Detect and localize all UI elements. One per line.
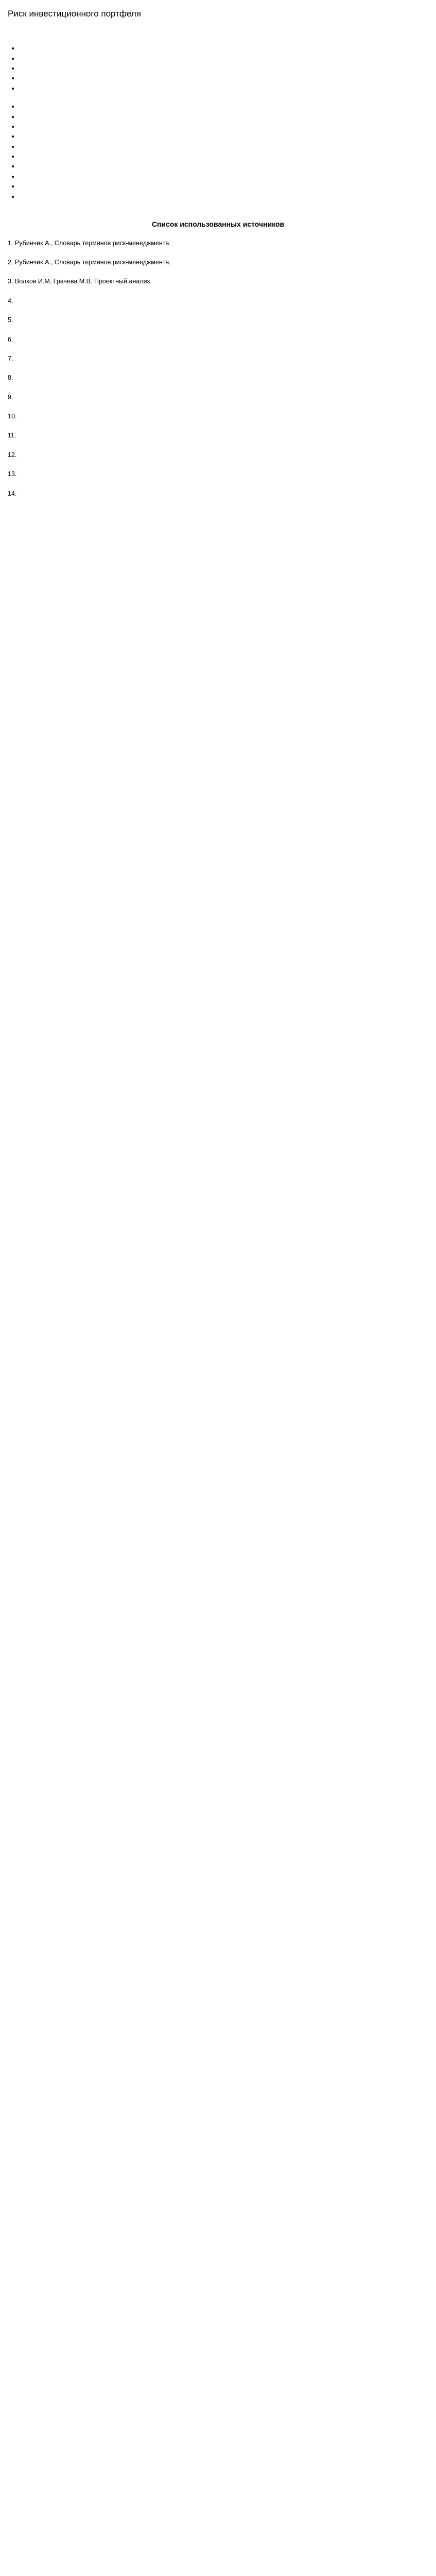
list-item: [19, 192, 428, 201]
list-item: [19, 43, 428, 53]
list-item: [19, 131, 428, 141]
bibliography-item: 7.: [8, 354, 13, 362]
list-item: [19, 161, 428, 171]
bibliography-item: 4.: [8, 297, 13, 304]
document-page: [0, 0, 436, 520]
bibliography-item: 5.: [8, 316, 13, 324]
bibliography-item: 9.: [8, 393, 13, 401]
bibliography-item: 12.: [8, 451, 17, 459]
bibliography-list: [8, 239, 428, 499]
list-item: [19, 142, 428, 151]
list-item: [19, 73, 428, 83]
list-item: [19, 83, 428, 93]
bibliography-item: 3. Волков И.М. Грачева М.В. Проектный анализ.: [8, 278, 152, 285]
list-item: [19, 181, 428, 191]
list-item: [19, 122, 428, 131]
bibliography-item: 1. Рубинчик А., Словарь терминов риск-менеджмента.: [8, 239, 171, 247]
bibliography-item: 6.: [8, 335, 13, 343]
bibliography-item: 13.: [8, 470, 17, 478]
bibliography-item: 2. Рубинчик А., Словарь терминов риск-менеджмента.: [8, 259, 171, 266]
bibliography-item: 11.: [8, 432, 16, 439]
list-item: [19, 63, 428, 73]
bibliography-item: 14.: [8, 489, 17, 497]
bibliography-item: 10.: [8, 413, 17, 420]
list-item: [19, 172, 428, 181]
list-item: [19, 112, 428, 122]
list-item: [19, 101, 428, 111]
bibliography-item: 8.: [8, 374, 13, 382]
bullet-list-risk-types: [8, 101, 428, 201]
list-item: [19, 54, 428, 63]
bullet-list-portfolio-types: [8, 43, 428, 93]
bibliography-title: Список использованных источников: [151, 219, 285, 228]
document-title: Риск инвестиционного портфеля: [8, 9, 141, 19]
list-item: [19, 151, 428, 161]
